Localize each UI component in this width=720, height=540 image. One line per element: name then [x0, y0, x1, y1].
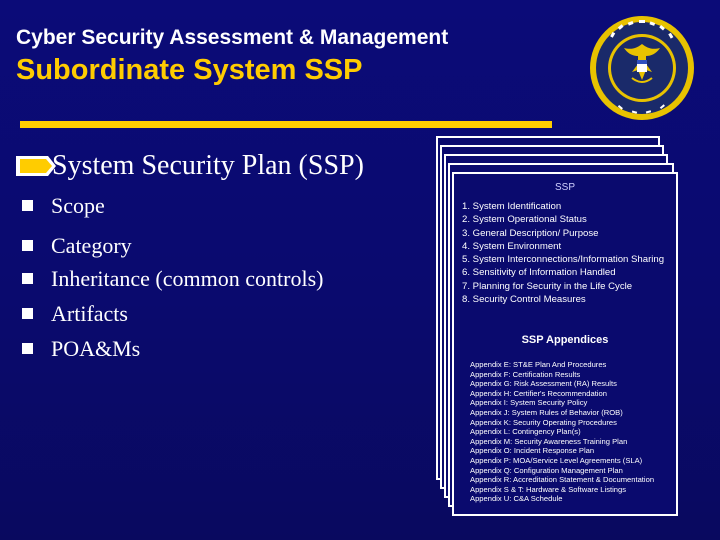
sub-bullet-category: Category — [22, 233, 132, 259]
list-item: 5. System Interconnections/Information Sharing — [462, 254, 665, 266]
list-item: 7. Planning for Security in the Life Cycle — [462, 280, 633, 292]
appendices-title: SSP Appendices — [521, 334, 609, 346]
list-item: Appendix E: ST&E Plan And Procedures — [470, 360, 607, 369]
sub-bullet-scope: Scope — [22, 193, 105, 219]
ssp-document — [452, 172, 678, 516]
title-rule — [20, 121, 552, 128]
main-bullet-label: System Security Plan (SSP) — [52, 150, 364, 181]
ssp-section-list — [462, 200, 664, 306]
list-item: Appendix H: Certifier's Recommendation — [470, 388, 607, 398]
list-item: Appendix K: Security Operating Procedures — [470, 417, 617, 427]
list-item: 8. Security Control Measures — [462, 294, 586, 306]
list-item: Appendix Q: Configuration Management Plan — [470, 465, 623, 475]
list-item: Appendix I: System Security Policy — [470, 398, 588, 408]
list-item: 4. System Environment — [462, 240, 562, 252]
square-bullet-icon — [22, 200, 33, 211]
sub-bullet-inheritance: Inheritance (common controls) — [22, 266, 323, 292]
list-item: Appendix R: Accreditation Statement & Documentation — [470, 475, 655, 485]
square-bullet-icon — [22, 273, 33, 284]
list-item: Appendix P: MOA/Service Level Agreements (SLA) — [470, 455, 643, 465]
appendices-list — [470, 360, 654, 504]
list-item: 6. Sensitivity of Information Handled — [462, 267, 616, 279]
list-item: Appendix U: C&A Schedule — [470, 494, 563, 504]
square-bullet-icon — [22, 308, 33, 319]
list-item: 2. System Operational Status — [462, 214, 587, 226]
sub-bullet-poams: POA&Ms — [22, 336, 140, 362]
document-heading: SSP — [554, 182, 575, 193]
list-item: Appendix J: System Rules of Behavior (ROB) — [470, 407, 623, 417]
square-bullet-icon — [22, 240, 33, 251]
list-item: Appendix F: Certification Results — [470, 369, 581, 379]
square-bullet-icon — [22, 343, 33, 354]
main-bullet — [14, 150, 364, 182]
list-item: Appendix O: Incident Response Plan — [470, 446, 595, 456]
list-item: Appendix L: Contingency Plan(s) — [470, 427, 581, 437]
slide-top-title: Cyber Security Assessment & Management — [16, 26, 449, 49]
doj-seal-icon — [588, 14, 696, 122]
list-item: Appendix G: Risk Assessment (RA) Results — [470, 379, 617, 389]
list-item: 3. General Description/ Purpose — [462, 227, 599, 239]
sub-bullet-artifacts: Artifacts — [22, 301, 128, 327]
list-item: 1. System Identification — [462, 201, 562, 212]
slide-title: Subordinate System SSP — [16, 54, 363, 86]
list-item: Appendix M: Security Awareness Training Plan — [470, 436, 628, 446]
list-item: Appendix S & T: Hardware & Software Listings — [470, 484, 627, 494]
